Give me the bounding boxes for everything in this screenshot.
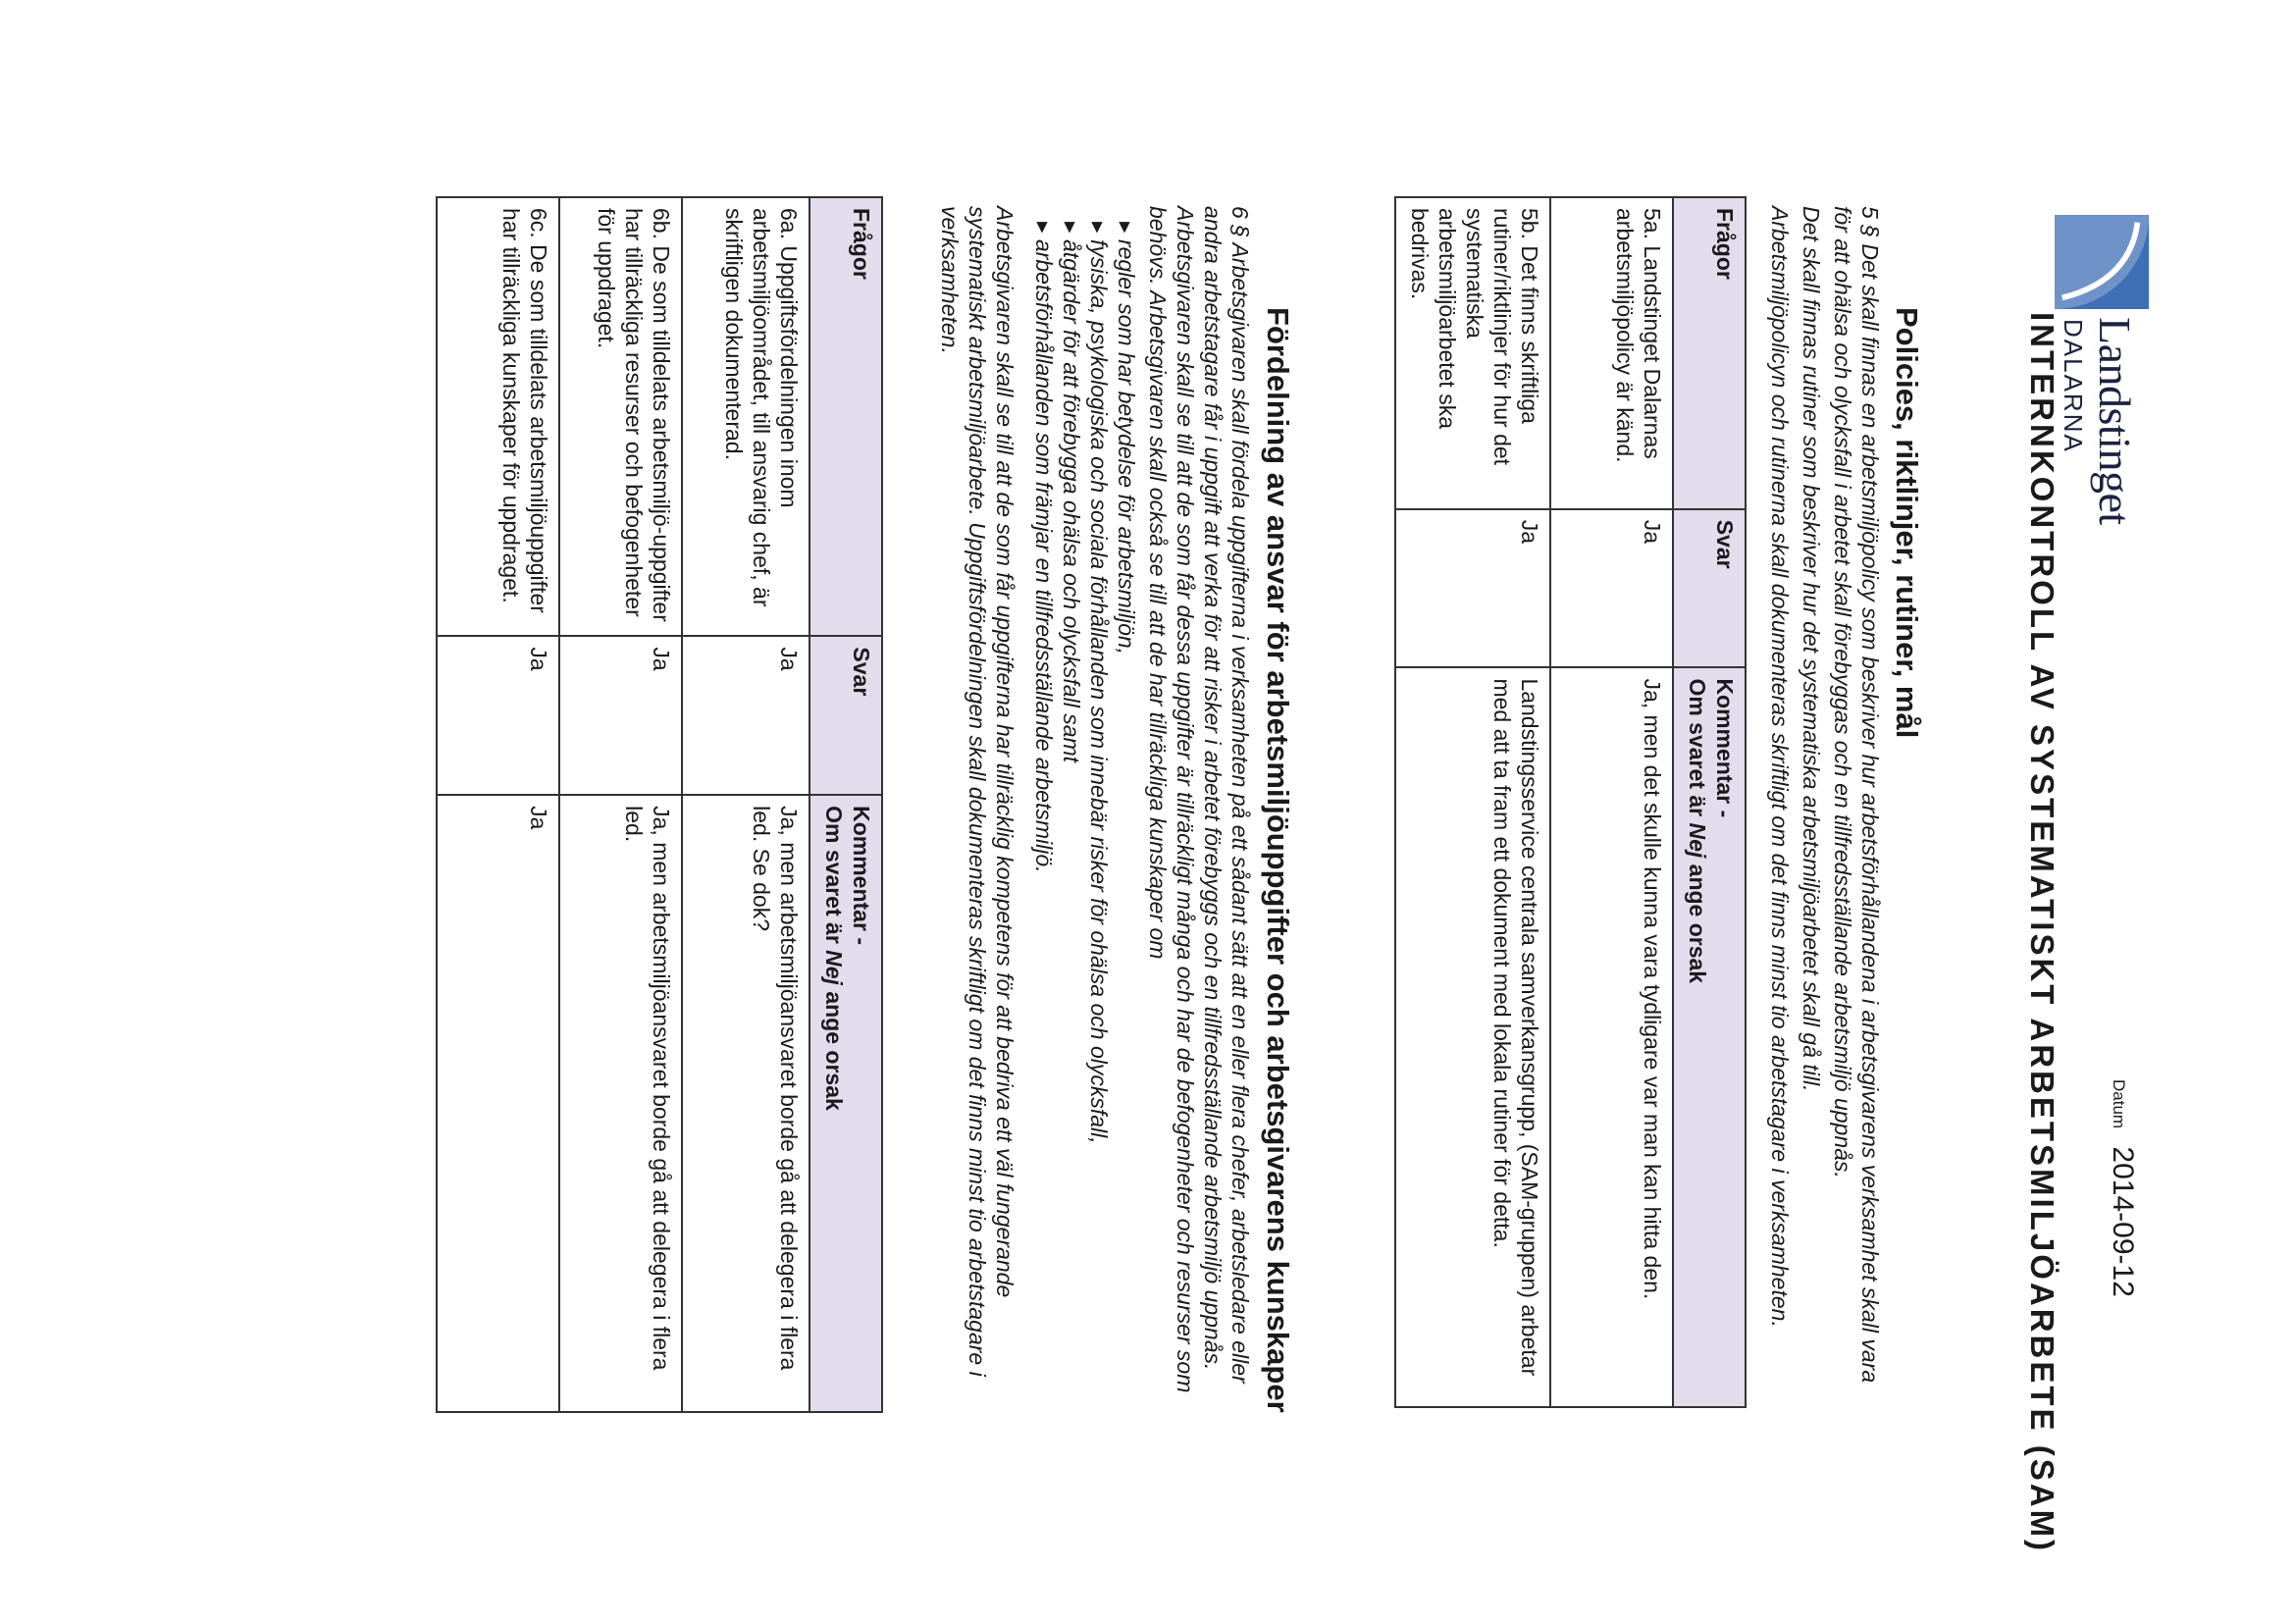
answer-cell: Ja <box>437 636 559 795</box>
comment-hint <box>1684 678 1711 1396</box>
table-row <box>682 197 809 1412</box>
comment-cell: Ja <box>437 795 559 1412</box>
comment-label: Kommentar - <box>849 806 874 945</box>
question-cell: 6c. De som tilldelats arbetsmiljöuppgifter har tillräckliga kunskaper för uppdraget. <box>437 197 559 636</box>
list-item: ▸ arbetsförhållanden som främjar en tillfredsställande arbetsmiljö. <box>1030 222 1058 1418</box>
page-title: INTERNKONTROLL AV SYSTEMATISKT ARBETSMILJÖARBETE (SAM) <box>2024 312 2061 1554</box>
section-heading-ansvar: Fördelning av ansvar för arbetsmiljöuppgifter och arbetsgivarens kunskaper <box>1261 307 1295 1413</box>
answer-cell: Ja <box>559 636 682 795</box>
column-header-comment <box>809 795 882 1412</box>
column-header-answer: Svar <box>1673 509 1746 668</box>
section-text-policies <box>1762 206 1884 1413</box>
date-value: 2014-09-12 <box>2107 1146 2139 1297</box>
hint-text: ange orsak <box>1685 858 1710 984</box>
column-header-comment <box>1673 667 1746 1407</box>
comment-label: Kommentar - <box>1712 678 1738 818</box>
logo-text-landstinget: Landstinget <box>2090 317 2140 525</box>
table-row <box>1395 197 1550 1407</box>
comment-hint <box>820 806 848 1401</box>
hint-text: Om svaret är <box>821 806 847 951</box>
hint-nej: Nej <box>821 950 847 985</box>
question-cell: 5b. Det finns skriftliga rutiner/riktlinjer för hur det systematiska arbetsmiljöarbetet ska bedrivas. <box>1395 197 1550 509</box>
column-header-questions: Frågor <box>809 197 882 636</box>
list-item: ▸ fysiska, psykologiska och sociala förhållanden som innebär risker för ohälsa och olycksfall, <box>1085 222 1113 1418</box>
questions-table-ansvar <box>436 196 883 1413</box>
bullet-list <box>1030 206 1140 1418</box>
comment-cell: Ja, men det skulle kunna vara tydligare var man kan hitta den. <box>1550 667 1673 1407</box>
table-header-row <box>1673 197 1746 1407</box>
comment-cell: Landstingsservice centrala samverkansgrupp, (SAM-gruppen) arbetar med att ta fram ett dokument med lokala rutiner för detta. <box>1395 667 1550 1407</box>
logo-text-dalarna: DALARNA <box>2059 319 2088 453</box>
table-row <box>437 197 559 1412</box>
questions-table-policies <box>1394 196 1747 1408</box>
comment-cell: Ja, men arbetsmiljöansvaret borde gå att delegera i flera led. Se dok? <box>682 795 809 1412</box>
table-row <box>559 197 682 1412</box>
column-header-questions: Frågor <box>1673 197 1746 509</box>
section-text-ansvar <box>932 206 1254 1418</box>
column-header-answer: Svar <box>809 636 882 795</box>
hint-text: Om svaret är <box>1685 678 1710 823</box>
comment-cell: Ja, men arbetsmiljöansvaret borde gå att delegera i flera led. <box>559 795 682 1412</box>
section-heading-policies: Policies, riktlinjer, rutiner, mål <box>1890 307 1924 739</box>
date-label: Datum <box>2110 1079 2128 1129</box>
table-header-row <box>809 197 882 1412</box>
paragraph: Arbetsgivaren skall se till att de som får uppgifterna har tillräcklig kompetens för att bedriva ett väl fungerande systematiskt arbetsmiljöarbete. Uppgiftsfördelningen skall dokumenteras skriftligt om det finns minst tio arbetstagare i verksamheten. <box>937 206 1018 1377</box>
table-row <box>1550 197 1673 1407</box>
question-cell: 5a. Landstinget Dalarnas arbetsmiljöpolicy är känd. <box>1550 197 1673 509</box>
question-cell: 6b. De som tilldelats arbetsmiljö-uppgifter har tillräckliga resurser och befogenheter för uppdraget. <box>559 197 682 636</box>
list-item: ▸ regler som har betydelse för arbetsmiljön, <box>1113 222 1140 1418</box>
hint-nej: Nej <box>1685 822 1710 859</box>
paragraph: 5 § Det skall finnas en arbetsmiljöpolicy som beskriver hur arbetsförhållandena i arbetsgivarens verksamhet skall vara för att ohälsa och olycksfall i arbetet skall förebyggas och en tillfredsställande arbetsmiljö uppnås. <box>1830 206 1883 1384</box>
answer-cell: Ja <box>1550 509 1673 668</box>
paragraph: 6 § Arbetsgivaren skall fördela uppgifterna i verksamheten på ett sådant sätt att en eller flera chefer, arbetsledare eller andra arbetstagare får i uppgift att verka för att risker i arbetet förebyggs och en tillfredsställande arbetsmiljö uppnås. Arbetsgivaren skall se till att de som får dessa uppgifter är tillräckligt många och har de befogenheter och resurser som behövs. Arbetsgivaren skall också se till att de har tillräckliga kunskaper om <box>1145 206 1253 1393</box>
question-cell: 6a. Uppgiftsfördelningen inom arbetsmiljöområdet, till ansvarig chef, är skriftligen dokumenterad. <box>682 197 809 636</box>
answer-cell: Ja <box>682 636 809 795</box>
list-item: ▸ åtgärder för att förebygga ohälsa och olycksfall samt <box>1058 222 1085 1418</box>
document-date <box>2106 1079 2139 1297</box>
answer-cell: Ja <box>1395 509 1550 668</box>
hint-text: ange orsak <box>821 984 847 1111</box>
paragraph: Arbetsmiljöpolicyn och rutinerna skall dokumenteras skriftligt om det finns minst tio arbetstagare i verksamheten. <box>1767 206 1793 1328</box>
paragraph: Det skall finnas rutiner som beskriver hur det systematiska arbetsmiljöarbetet skall gå till. <box>1799 206 1824 1092</box>
logo-mark-icon <box>2055 215 2149 309</box>
